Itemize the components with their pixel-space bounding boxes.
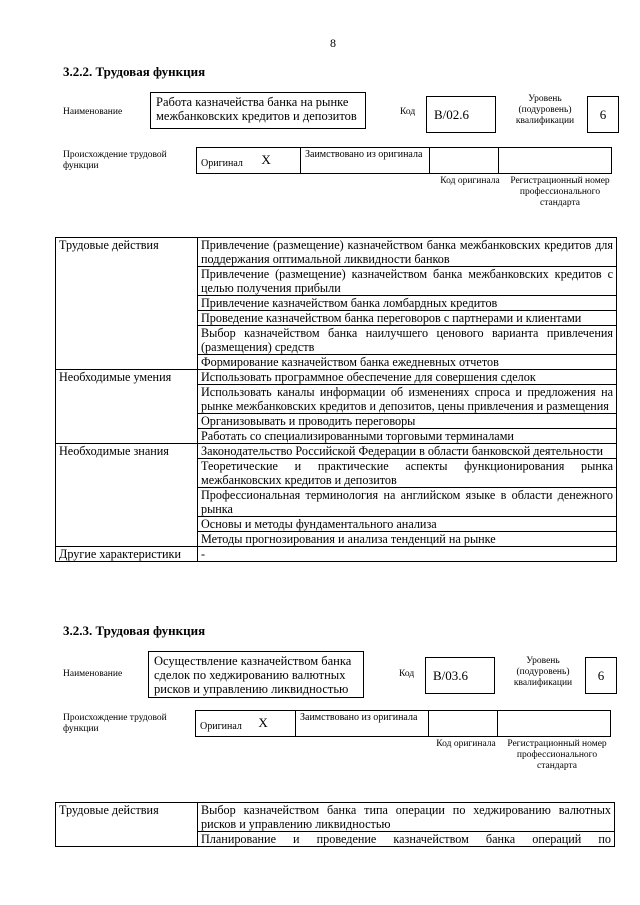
item-cell: Использовать каналы информации об изменениях спроса и предложения на рынке межбанковских кредитов и депозитов, цены привлечения и размещения (198, 385, 617, 414)
borrowed-cell: Заимствовано из оригинала (296, 711, 429, 737)
item-cell: Использовать программное обеспечение для совершения сделок (198, 370, 617, 385)
qualification-level-value: 6 (599, 106, 607, 122)
reg-number-cell (498, 711, 611, 737)
table-row (56, 803, 615, 832)
function-code-box (426, 96, 496, 133)
category-cell: Другие характеристики (56, 547, 198, 562)
original-cell (196, 711, 296, 737)
original-label: Оригинал (201, 158, 243, 169)
code-label: Код (400, 107, 416, 117)
item-cell: Основы и методы фундаментального анализа (198, 517, 617, 532)
item-cell: Законодательство Российской Федерации в области банковской деятельности (198, 444, 617, 459)
original-code-caption: Код оригинала (440, 176, 500, 186)
original-cell (197, 148, 301, 174)
original-code-cell (430, 148, 499, 174)
original-label: Оригинал (200, 721, 242, 732)
qualification-level-box (585, 657, 617, 694)
function-name-box (148, 651, 364, 698)
name-label: Наименование (63, 107, 123, 117)
item-cell: Теоретические и практические аспекты функционирования рынка межбанковских кредитов и депозитов (198, 459, 617, 488)
item-cell: Выбор казначейством банка наилучшего ценового варианта привлечения (размещения) средств (198, 326, 617, 355)
code-label: Код (399, 669, 415, 679)
page-number: 8 (330, 36, 336, 50)
category-cell: Необходимые умения (56, 370, 198, 444)
function-details-table (55, 802, 615, 847)
qualification-level-label: Уровень (подуровень) квалификации (515, 94, 575, 126)
qualification-level-label: Уровень (подуровень) квалификации (513, 656, 573, 688)
borrowed-cell: Заимствовано из оригинала (301, 148, 430, 174)
item-cell: Проведение казначейством банка переговоров с партнерами и клиентами (198, 311, 617, 326)
original-code-cell (429, 711, 498, 737)
qualification-level-value: 6 (597, 667, 605, 683)
function-name-box (150, 92, 366, 129)
function-name-value: Осуществление казначейством банка сделок по хеджированию валютных рисков и управлению ликвидностью (154, 654, 352, 696)
origin-table (196, 147, 612, 174)
reg-number-caption: Регистрационный номер профессионального стандарта (510, 176, 610, 208)
function-code-value: B/03.6 (433, 667, 469, 683)
section-title: 3.2.3. Трудовая функция (63, 623, 206, 638)
origin-label: Происхождение трудовой функции (63, 713, 167, 734)
origin-label: Происхождение трудовой функции (63, 150, 167, 171)
item-cell: Привлечение (размещение) казначейством банка межбанковских кредитов для поддержания оптимальной ликвидности банков (198, 238, 617, 267)
function-code-value: B/02.6 (434, 106, 470, 122)
function-name-value: Работа казначейства банка на рынке межбанковских кредитов и депозитов (156, 95, 357, 123)
origin-table (195, 710, 611, 737)
category-cell: Трудовые действия (56, 803, 198, 847)
table-row (56, 370, 617, 385)
name-label: Наименование (63, 669, 123, 679)
qualification-level-box (587, 96, 619, 133)
original-mark: X (258, 715, 268, 730)
table-row (56, 444, 617, 459)
table-row (56, 547, 617, 562)
function-details-table (55, 237, 617, 562)
item-cell: Профессиональная терминология на английском языке в области денежного рынка (198, 488, 617, 517)
original-mark: X (261, 152, 271, 167)
item-cell: Организовывать и проводить переговоры (198, 414, 617, 429)
item-cell: - (198, 547, 617, 562)
table-row (56, 238, 617, 267)
original-code-caption: Код оригинала (436, 739, 496, 749)
reg-number-cell (499, 148, 612, 174)
item-cell: Привлечение (размещение) казначейством банка межбанковских кредитов с целью получения прибыли (198, 267, 617, 296)
item-cell: Работать со специализированными торговыми терминалами (198, 429, 617, 444)
category-cell: Необходимые знания (56, 444, 198, 547)
category-cell: Трудовые действия (56, 238, 198, 370)
section-title: 3.2.2. Трудовая функция (63, 64, 206, 79)
item-cell: Привлечение казначейством банка ломбардных кредитов (198, 296, 617, 311)
item-cell: Планирование и проведение казначейством банка операций по (198, 832, 615, 847)
reg-number-caption: Регистрационный номер профессионального стандарта (507, 739, 607, 771)
item-cell: Формирование казначейством банка ежедневных отчетов (198, 355, 617, 370)
function-code-box (425, 657, 495, 694)
item-cell: Выбор казначейством банка типа операции по хеджированию валютных рисков и управлению ликвидностью (198, 803, 615, 832)
item-cell: Методы прогнозирования и анализа тенденций на рынке (198, 532, 617, 547)
